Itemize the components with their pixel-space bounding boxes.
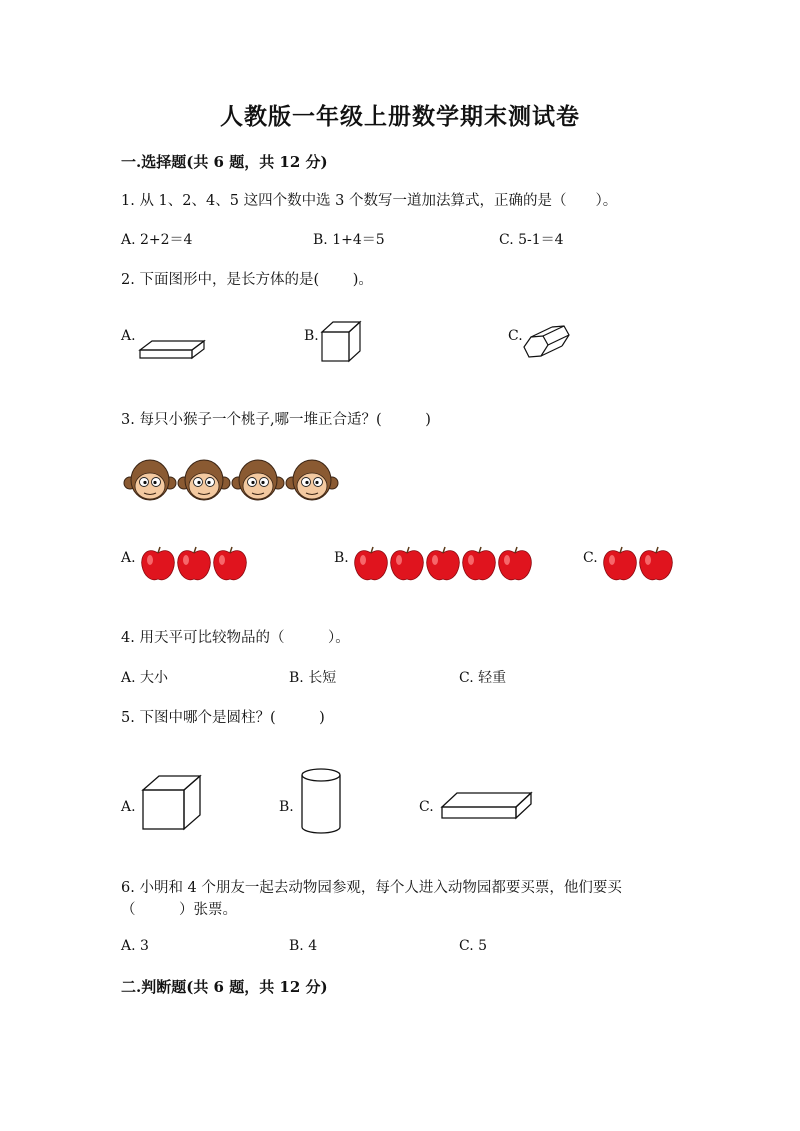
flat-cuboid-shape <box>440 790 534 822</box>
q1-option-a[interactable]: A. 2+2＝4 <box>121 232 193 248</box>
section-heading-judgment: 二.判断题(共 6 题，共 12 分) <box>121 978 328 996</box>
monkey-icon <box>123 458 177 502</box>
question-6-text-line2: （ ）张票。 <box>121 902 237 918</box>
cylinder-shape <box>299 767 343 837</box>
flat-cuboid-shape <box>138 338 208 362</box>
apple-icon <box>388 544 426 584</box>
hexagonal-prism-shape <box>522 323 572 363</box>
apple-icon <box>211 544 249 584</box>
apple-icon <box>352 544 390 584</box>
apple-icon <box>460 544 498 584</box>
apple-icon <box>139 544 177 584</box>
question-3-text: 3. 每只小猴子一个桃子,哪一堆正合适？( ) <box>121 412 431 428</box>
q2-option-b[interactable]: B. <box>304 328 319 344</box>
page-title: 人教版一年级上册数学期末测试卷 <box>220 103 580 130</box>
cube-shape <box>320 320 362 364</box>
q1-option-b[interactable]: B. 1+4＝5 <box>313 232 385 248</box>
apple-icon <box>601 544 639 584</box>
question-6-text-line1: 6. 小明和 4 个朋友一起去动物园参观，每个人进入动物园都要买票，他们要买 <box>121 880 622 896</box>
apple-icon <box>496 544 534 584</box>
q3-option-a[interactable]: A. <box>121 550 136 566</box>
cube-shape <box>140 774 204 832</box>
q4-option-a[interactable]: A. 大小 <box>121 670 169 686</box>
q2-option-c[interactable]: C. <box>508 328 523 344</box>
q4-option-c[interactable]: C. 轻重 <box>459 670 507 686</box>
q5-option-b[interactable]: B. <box>279 799 294 815</box>
monkey-icon <box>231 458 285 502</box>
section-heading-choice: 一.选择题(共 6 题，共 12 分) <box>121 153 328 171</box>
apple-icon <box>175 544 213 584</box>
q4-option-b[interactable]: B. 长短 <box>289 670 337 686</box>
question-4-text: 4. 用天平可比较物品的（ ）。 <box>121 630 350 646</box>
q3-option-b[interactable]: B. <box>334 550 349 566</box>
q2-option-a[interactable]: A. <box>121 328 136 344</box>
q6-option-b[interactable]: B. 4 <box>289 938 318 954</box>
apple-icon <box>637 544 675 584</box>
question-1-text: 1. 从 1、2、4、5 这四个数中选 3 个数写一道加法算式，正确的是（ ）。 <box>121 193 618 209</box>
q6-option-c[interactable]: C. 5 <box>459 938 488 954</box>
q6-option-a[interactable]: A. 3 <box>121 938 149 954</box>
q5-option-a[interactable]: A. <box>121 799 136 815</box>
q1-option-c[interactable]: C. 5-1＝4 <box>499 232 564 248</box>
apple-icon <box>424 544 462 584</box>
monkey-icon <box>177 458 231 502</box>
q5-option-c[interactable]: C. <box>419 799 434 815</box>
monkey-icon <box>285 458 339 502</box>
question-5-text: 5. 下图中哪个是圆柱？( ) <box>121 710 325 726</box>
q3-option-c[interactable]: C. <box>583 550 598 566</box>
question-2-text: 2. 下面图形中，是长方体的是( )。 <box>121 272 373 288</box>
